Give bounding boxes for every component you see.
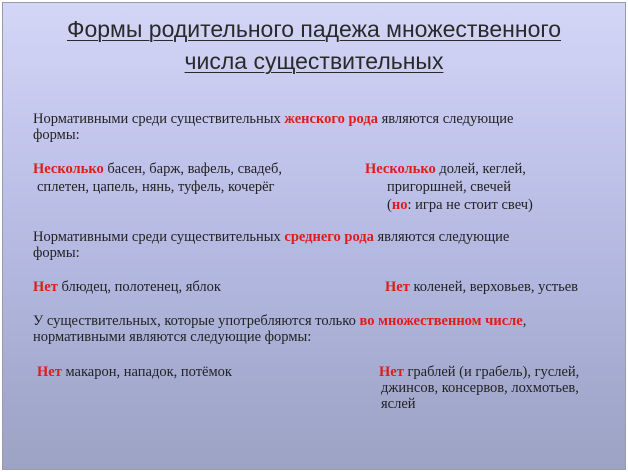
feminine-left-line1 — [33, 161, 282, 178]
neuter-intro-line2: формы: — [33, 245, 80, 261]
plural-right-line1 — [379, 364, 579, 381]
plural-left-text: макарон, нападок, потёмок — [61, 364, 232, 380]
slide — [2, 2, 626, 470]
neuter-intro-text: Нормативными среди существительных — [33, 229, 285, 245]
feminine-left-keyword: Несколько — [33, 161, 104, 177]
neuter-right-keyword: Нет — [385, 279, 410, 295]
neuter-right-text: коленей, верховьев, устьев — [409, 279, 579, 295]
plural-highlight: во множественном числе — [359, 313, 523, 329]
plural-right-line2: джинсов, консервов, лохмотьев, — [381, 380, 579, 396]
feminine-highlight: женского рода — [284, 111, 378, 127]
slide-title-line-1: Формы родительного падежа множественного — [66, 16, 562, 42]
neuter-highlight: среднего рода — [284, 229, 374, 245]
plural-intro — [33, 313, 526, 330]
note-open-paren: ( — [387, 197, 392, 213]
note-text: : игра не стоит свеч) — [407, 197, 533, 213]
feminine-right-line1 — [365, 161, 526, 178]
feminine-right-text: долей, кеглей, — [435, 161, 526, 177]
neuter-right — [385, 279, 578, 296]
plural-left — [37, 364, 232, 381]
plural-right-line3: яслей — [381, 396, 416, 412]
neuter-left-keyword: Нет — [33, 279, 58, 295]
plural-right-text: граблей (и грабель), гуслей, — [403, 364, 580, 380]
feminine-left-line2: сплетен, цапель, нянь, туфель, кочерёг — [37, 179, 275, 195]
plural-intro-tail: , — [522, 313, 527, 329]
neuter-intro — [33, 229, 509, 246]
note-keyword: но — [391, 197, 408, 213]
feminine-left-text: басен, барж, вафель, свадеб, — [103, 161, 282, 177]
plural-left-keyword: Нет — [37, 364, 62, 380]
neuter-left-text: блюдец, полотенец, яблок — [57, 279, 221, 295]
feminine-right-line2: пригоршней, свечей — [387, 179, 511, 195]
slide-title-line-2: числа существительных — [184, 48, 444, 74]
neuter-left — [33, 279, 221, 296]
plural-right-keyword: Нет — [379, 364, 404, 380]
neuter-intro-tail: являются следующие — [373, 229, 510, 245]
feminine-intro-line2: формы: — [33, 127, 80, 143]
plural-intro-text: У существительных, которые употребляются только — [33, 313, 360, 329]
plural-intro-line2: нормативными являются следующие формы: — [33, 329, 312, 345]
feminine-intro-text: Нормативными среди существительных — [33, 111, 285, 127]
feminine-intro — [33, 111, 513, 128]
feminine-note — [387, 197, 533, 214]
feminine-intro-tail: являются следующие — [377, 111, 514, 127]
feminine-right-keyword: Несколько — [365, 161, 436, 177]
